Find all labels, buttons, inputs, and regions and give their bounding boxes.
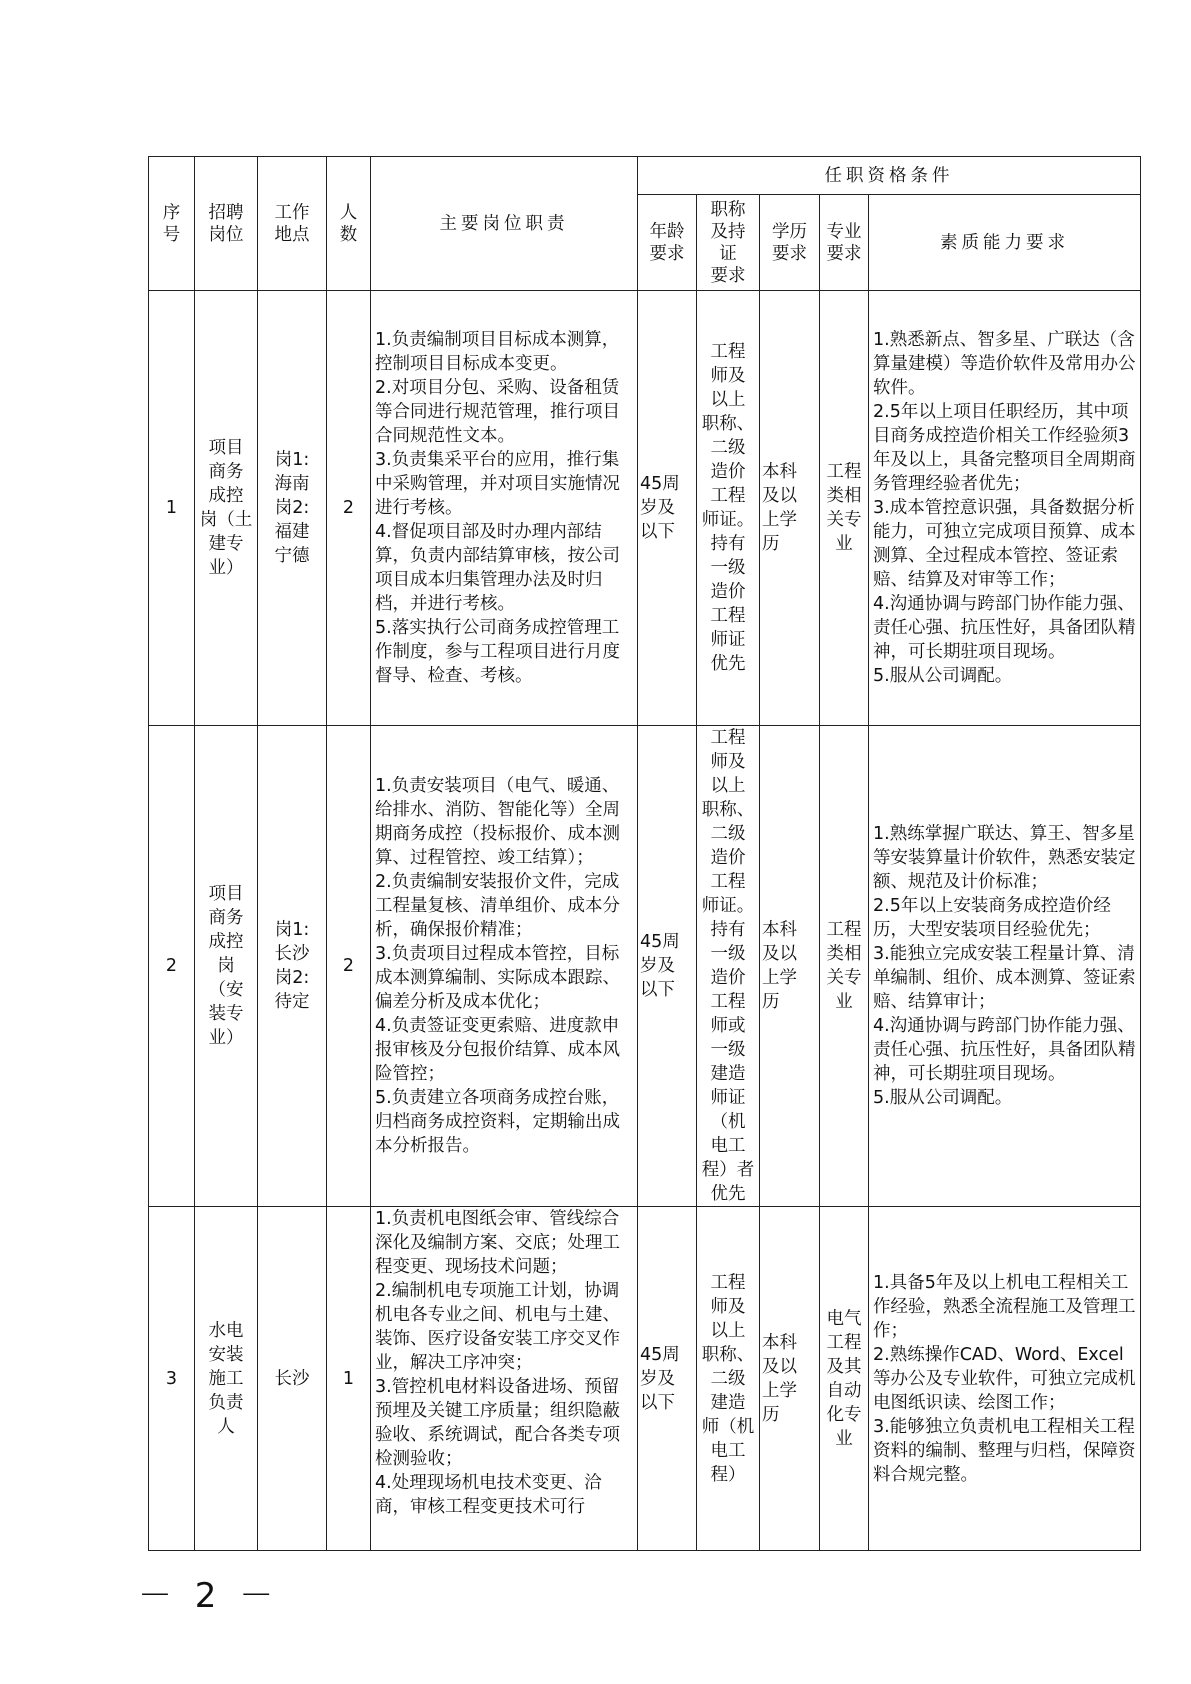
row-major: 工程 类相 关专 业 bbox=[820, 726, 869, 1207]
row-location: 岗1: 海南 岗2: 福建 宁德 bbox=[258, 291, 327, 726]
row-ability: 1.具备5年及以上机电工程相关工作经验，熟悉全流程施工及管理工作； 2.熟练操作CAD、Word、Excel等办公及专业软件，可独立完成机电图纸识读、绘图工作； 3.能够独立负责机电工程相关工程资料的编制、整理与归档，保障资料合规完整。 bbox=[869, 1207, 1141, 1551]
row-ability: 1.熟悉新点、智多星、广联达（含算量建模）等造价软件及常用办公软件。 2.5年以上项目任职经历，其中项目商务成控造价相关工作经验须3年及以上，具备完整项目全周期商务管理经验者优先； 3.成本管控意识强，具备数据分析能力，可独立完成项目预算、成本测算、全过程成本管控、签证索赔、结算及对审等工作； 4.沟通协调与跨部门协作能力强、责任心强、抗压性好，具备团队精神，可长期驻项目现场。 5.服从公司调配。 bbox=[869, 291, 1141, 726]
page-number: － 2 － bbox=[138, 1576, 280, 1616]
header-index: 序 号 bbox=[149, 157, 195, 291]
row-index: 2 bbox=[149, 726, 195, 1207]
row-age: 45周 岁及 以下 bbox=[638, 1207, 697, 1551]
row-count: 2 bbox=[327, 726, 371, 1207]
header-major: 专业 要求 bbox=[820, 195, 869, 291]
row-position: 水电 安装 施工 负责 人 bbox=[195, 1207, 258, 1551]
row-education: 本科 及以 上学 历 bbox=[760, 1207, 820, 1551]
row-duties: 1.负责编制项目目标成本测算，控制项目目标成本变更。 2.对项目分包、采购、设备租赁等合同进行规范管理，推行项目合同规范性文本。 3.负责集采平台的应用，推行集中采购管理，并对项目实施情况进行考核。 4.督促项目部及时办理内部结算，负责内部结算审核，按公司项目成本归集管理办法及时归档，并进行考核。 5.落实执行公司商务成控管理工作制度，参与工程项目进行月度督导、检查、考核。 bbox=[371, 291, 638, 726]
table-row bbox=[149, 726, 1141, 1207]
row-age: 45周 岁及 以下 bbox=[638, 291, 697, 726]
header-location: 工作 地点 bbox=[258, 157, 327, 291]
row-education: 本科 及以 上学 历 bbox=[760, 291, 820, 726]
header-row-1 bbox=[149, 157, 1141, 195]
row-duties: 1.负责安装项目（电气、暖通、给排水、消防、智能化等）全周期商务成控（投标报价、成本测算、过程管控、竣工结算）； 2.负责编制安装报价文件，完成工程量复核、清单组价、成本分析，确保报价精准； 3.负责项目过程成本管控，目标成本测算编制、实际成本跟踪、偏差分析及成本优化； 4.负责签证变更索赔、进度款申报审核及分包报价结算、成本风险管控； 5.负责建立各项商务成控台账，归档商务成控资料，定期输出成本分析报告。 bbox=[371, 726, 638, 1207]
row-position: 项目 商务 成控 岗（土 建专 业） bbox=[195, 291, 258, 726]
row-title-cert: 工程 师及 以上 职称、 二级 建造 师（机 电工 程） bbox=[697, 1207, 760, 1551]
header-qualifications: 任职资格条件 bbox=[638, 157, 1141, 195]
row-ability: 1.熟练掌握广联达、算王、智多星等安装算量计价软件，熟悉安装定额、规范及计价标准； 2.5年以上安装商务成控造价经历，大型安装项目经验优先； 3.能独立完成安装工程量计算、清单编制、组价、成本测算、签证索赔、结算审计； 4.沟通协调与跨部门协作能力强、责任心强、抗压性好，具备团队精神，可长期驻项目现场。 5.服从公司调配。 bbox=[869, 726, 1141, 1207]
row-position: 项目 商务 成控 岗 （安 装专 业） bbox=[195, 726, 258, 1207]
row-index: 3 bbox=[149, 1207, 195, 1551]
row-major: 电气 工程 及其 自动 化专 业 bbox=[820, 1207, 869, 1551]
header-title-cert: 职称 及持 证 要求 bbox=[697, 195, 760, 291]
header-count: 人 数 bbox=[327, 157, 371, 291]
row-title-cert: 工程 师及 以上 职称、 二级 造价 工程 师证。 持有 一级 造价 工程 师证 优先 bbox=[697, 291, 760, 726]
table-row bbox=[149, 291, 1141, 726]
row-title-cert: 工程 师及 以上 职称、 二级 造价 工程 师证。 持有 一级 造价 工程 师或 一级 建造 师证 （机 电工 程）者 优先 bbox=[697, 726, 760, 1207]
row-count: 1 bbox=[327, 1207, 371, 1551]
table-row bbox=[149, 1207, 1141, 1551]
header-education: 学历 要求 bbox=[760, 195, 820, 291]
row-location: 岗1: 长沙 岗2: 待定 bbox=[258, 726, 327, 1207]
row-age: 45周 岁及 以下 bbox=[638, 726, 697, 1207]
row-education: 本科 及以 上学 历 bbox=[760, 726, 820, 1207]
row-index: 1 bbox=[149, 291, 195, 726]
row-count: 2 bbox=[327, 291, 371, 726]
header-age: 年龄 要求 bbox=[638, 195, 697, 291]
header-ability: 素质能力要求 bbox=[869, 195, 1141, 291]
recruitment-table bbox=[148, 156, 1141, 1551]
row-duties: 1.负责机电图纸会审、管线综合深化及编制方案、交底；处理工程变更、现场技术问题； 2.编制机电专项施工计划，协调机电各专业之间、机电与土建、装饰、医疗设备安装工序交叉作业，解决工序冲突； 3.管控机电材料设备进场、预留预埋及关键工序质量；组织隐蔽验收、系统调试，配合各类专项检测验收； 4.处理现场机电技术变更、洽商，审核工程变更技术可行 bbox=[371, 1207, 638, 1551]
row-major: 工程 类相 关专 业 bbox=[820, 291, 869, 726]
row-location: 长沙 bbox=[258, 1207, 327, 1551]
header-duties: 主要岗位职责 bbox=[371, 157, 638, 291]
header-position: 招聘 岗位 bbox=[195, 157, 258, 291]
